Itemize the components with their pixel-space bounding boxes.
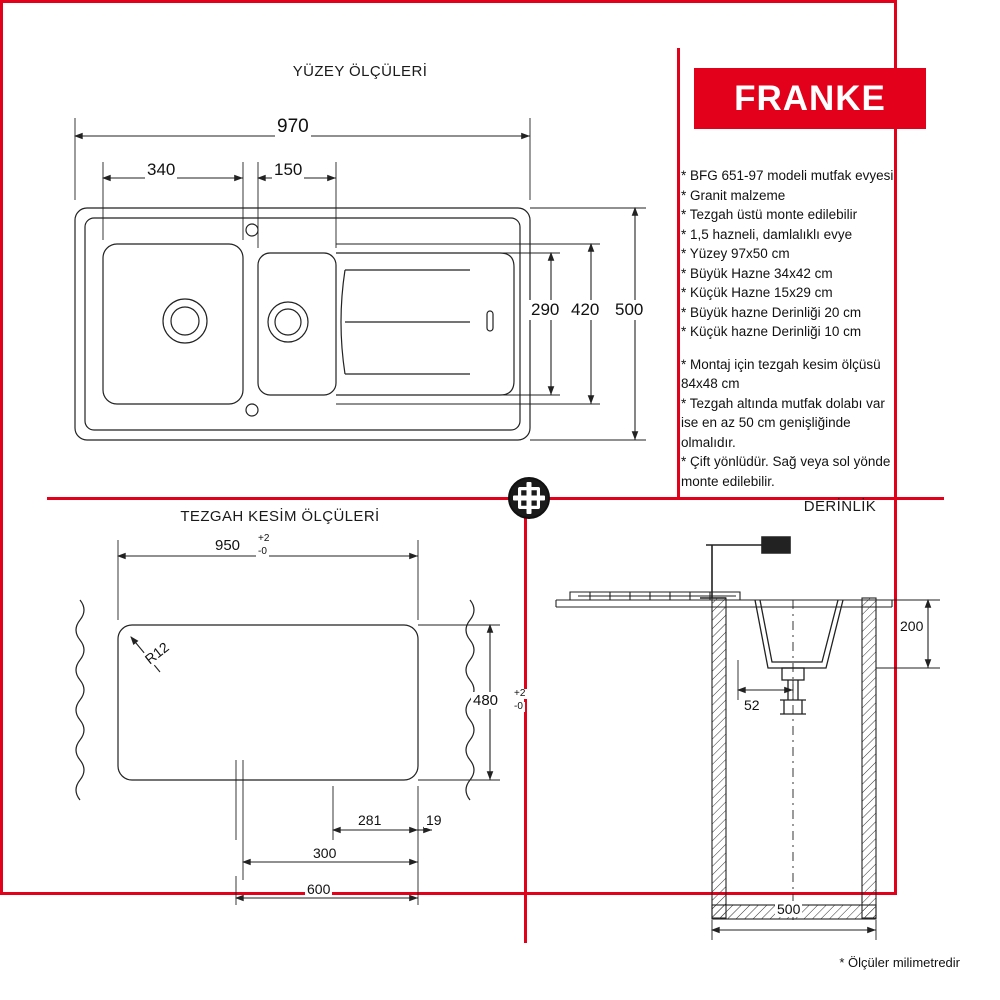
spec-line: * Yüzey 97x50 cm <box>681 246 790 261</box>
dim-cutout-height-tol-plus: +2 <box>514 688 526 699</box>
dim-small-bowl-width: 150 <box>274 160 303 179</box>
dim-cutout-height-tol-minus: -0 <box>514 701 523 712</box>
footnote-units: * Ölçüler milimetredir <box>839 955 960 970</box>
spec-line: * Küçük Hazne 15x29 cm <box>681 285 833 300</box>
panel-title-cutout: TEZGAH KESİM ÖLÇÜLERİ <box>180 508 380 525</box>
spec-line: * Büyük Hazne 34x42 cm <box>681 265 833 281</box>
spec-line: * Montaj için tezgah kesim ölçüsü <box>681 356 881 372</box>
dim-large-bowl-height: 420 <box>571 300 600 319</box>
spec-line: * Büyük hazne Derinliği 20 cm <box>681 304 862 320</box>
dim-cutout-width: 950 <box>215 537 241 554</box>
spec-line: * BFG 651-97 modeli mutfak evyesi <box>681 168 894 183</box>
dim-drain-offset: 52 <box>744 697 760 713</box>
spec-line: * Granit malzeme <box>681 187 786 203</box>
dim-large-bowl-width: 340 <box>147 160 176 179</box>
spec-line: * 1,5 hazneli, damlalıklı evye <box>681 226 853 242</box>
dim-bowl-depth: 200 <box>900 618 924 634</box>
dim-offset-600: 600 <box>307 881 331 897</box>
dim-offset-300: 300 <box>313 845 337 861</box>
dim-offset-281: 281 <box>358 812 382 828</box>
dim-cutout-height: 480 <box>473 692 499 709</box>
dim-cutout-width-tol-plus: +2 <box>258 533 270 544</box>
spec-line: 84x48 cm <box>681 376 740 391</box>
panel-title-surface: YÜZEY ÖLÇÜLERİ <box>292 63 428 80</box>
dim-total-width: 970 <box>277 116 309 137</box>
dim-total-height: 500 <box>615 300 644 319</box>
franke-logo-text: FRANKE <box>734 78 886 118</box>
spec-line: * Tezgah üstü monte edilebilir <box>681 207 858 222</box>
dim-cabinet-width: 500 <box>777 901 801 917</box>
dim-cutout-width-tol-minus: -0 <box>258 546 267 557</box>
dim-offset-19: 19 <box>426 812 442 828</box>
dim-small-bowl-height: 290 <box>531 300 560 319</box>
spec-line: * Çift yönlüdür. Sağ veya sol yönde <box>681 454 891 469</box>
spec-line: olmalıdır. <box>681 434 736 450</box>
dim-corner-radius: R12 <box>141 638 172 668</box>
spec-line: * Tezgah altında mutfak dolabı var <box>681 395 885 411</box>
spec-line: monte edilebilir. <box>681 473 775 489</box>
spec-line: ise en az 50 cm genişliğinde <box>681 415 851 430</box>
spec-line: * Küçük hazne Derinliği 10 cm <box>681 324 862 339</box>
panel-title-depth: DERİNLİK <box>803 498 877 515</box>
